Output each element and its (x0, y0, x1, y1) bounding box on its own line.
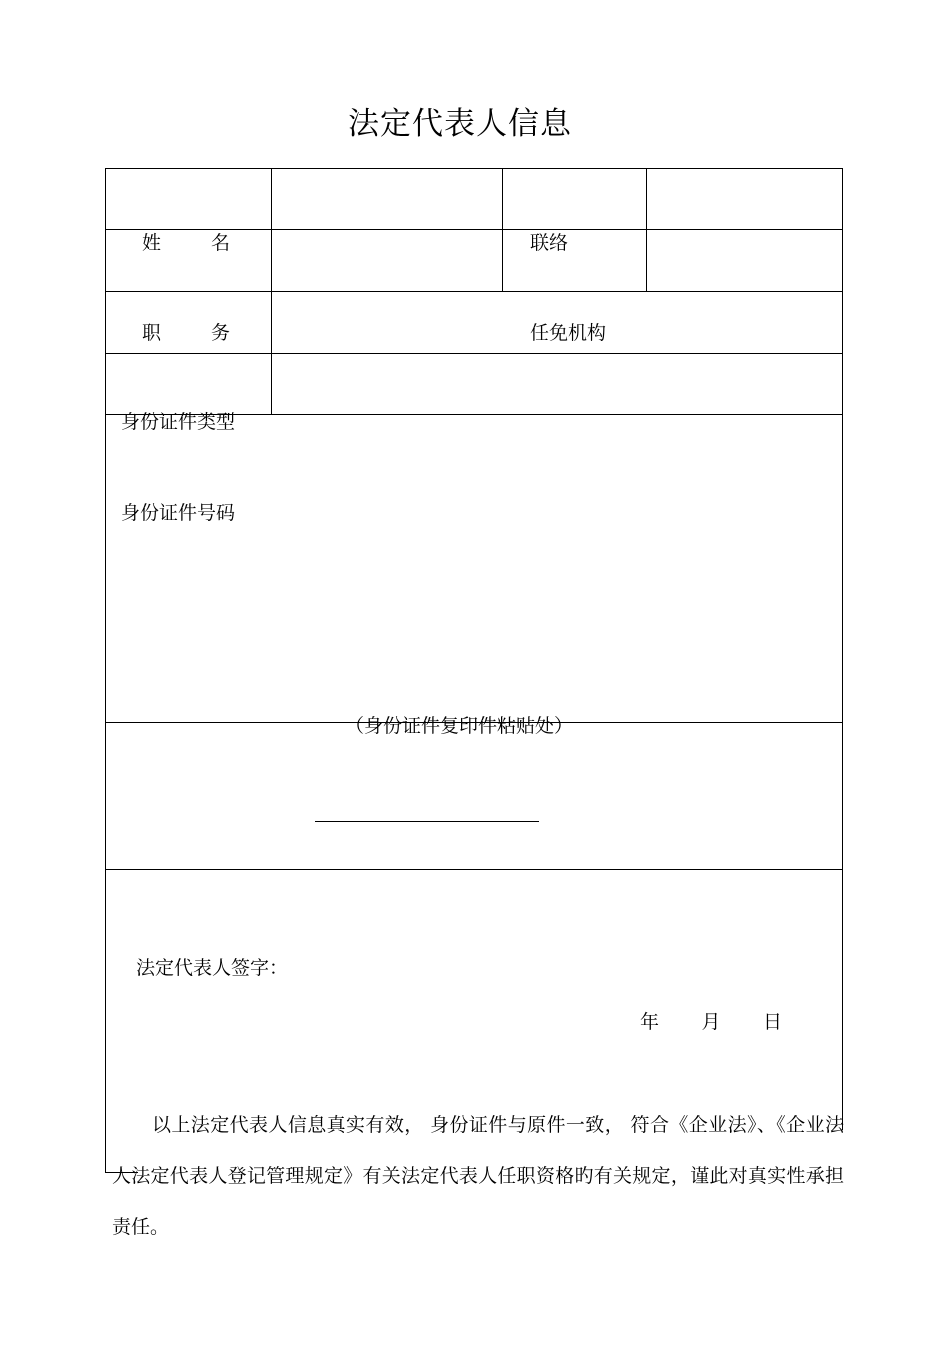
table-border-right (842, 168, 843, 1130)
table-border-left (105, 168, 106, 1173)
table-column-divider (271, 168, 272, 415)
position-label (142, 321, 230, 345)
position-label-char: 职 (142, 322, 162, 344)
table-row-divider (105, 869, 843, 870)
declaration-statement: 以上法定代表人信息真实有效， 身份证件与原件一致， 符合《企业法》、《企业法人法定代表人登记管理规定》有关法定代表人任职资格旳有关规定，谨此对真实性承担责任。 (112, 1114, 844, 1238)
name-label (142, 231, 230, 255)
table-column-divider (502, 168, 503, 292)
date-fields (640, 1010, 782, 1034)
name-label-char: 姓 (142, 232, 162, 254)
date-day-label: 日 (762, 1011, 782, 1033)
appointing-body-label: 任免机构 (530, 322, 607, 344)
name-label-char: 名 (210, 232, 230, 254)
page-title: 法定代表人信息 (348, 106, 572, 142)
date-month-label: 月 (701, 1011, 721, 1033)
id-number-label: 身份证件号码 (121, 502, 236, 524)
table-row-divider (105, 229, 843, 230)
position-label-char: 务 (210, 322, 230, 344)
signature-underline (315, 821, 539, 822)
table-border-top (105, 168, 843, 169)
id-type-label: 身份证件类型 (121, 411, 236, 433)
signature-label: 法定代表人签字： (136, 957, 289, 979)
id-copy-placeholder: （身份证件复印件粘贴处） (345, 715, 574, 737)
table-row-divider (105, 353, 843, 354)
table-column-divider (646, 168, 647, 292)
date-year-label: 年 (640, 1011, 660, 1033)
table-row-divider (105, 291, 843, 292)
contact-label: 联络 (530, 232, 569, 254)
